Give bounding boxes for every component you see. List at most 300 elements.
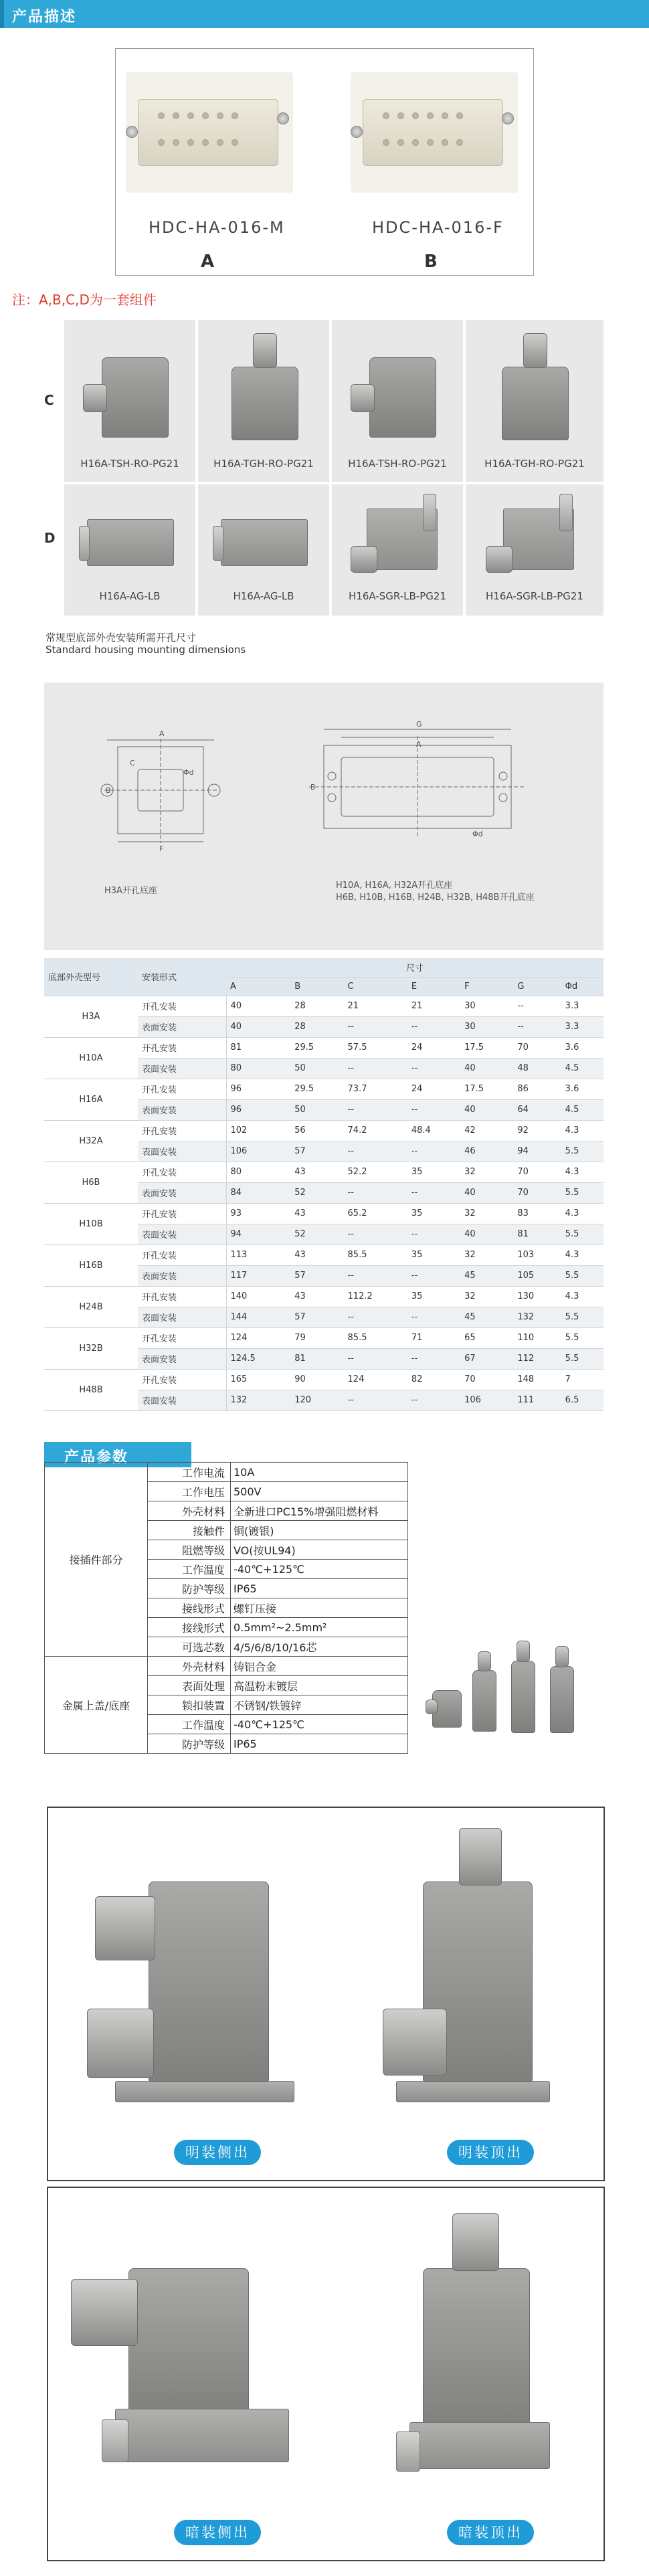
dimension-value-cell: 90 (290, 1369, 343, 1390)
dimension-value-cell: 65.2 (344, 1203, 407, 1224)
dimension-value-cell: 4.3 (561, 1203, 604, 1224)
dimension-value-cell: 45 (460, 1265, 513, 1286)
dimension-value-cell: 43 (290, 1245, 343, 1265)
hood-image (149, 1881, 269, 2082)
dimension-value-cell: 70 (460, 1369, 513, 1390)
dimension-value-cell: 117 (226, 1265, 290, 1286)
dimension-value-cell: 24 (407, 1037, 460, 1058)
dimension-value-cell: 132 (513, 1307, 561, 1327)
mount-type-cell: 表面安装 (138, 1182, 226, 1203)
dimension-value-cell: 84 (226, 1182, 290, 1203)
param-key-cell: 表面处理 (148, 1676, 231, 1695)
dimension-value-cell: 40 (226, 996, 290, 1016)
dimension-value-cell: 92 (513, 1120, 561, 1141)
dimension-value-cell: 130 (513, 1286, 561, 1307)
table-row (44, 1369, 604, 1390)
base-housing-image (115, 2409, 289, 2462)
dimension-value-cell: 48 (513, 1058, 561, 1079)
parameters-table (44, 1462, 408, 1754)
dimension-value-cell: 144 (226, 1307, 290, 1327)
dimension-value-cell: 17.5 (460, 1079, 513, 1099)
lever-image (213, 526, 223, 561)
param-value-cell: 4/5/6/8/10/16芯 (231, 1637, 408, 1657)
param-value-cell: 铸铝合金 (231, 1657, 408, 1676)
dim-label: B (106, 786, 111, 795)
base-housing-image (221, 519, 308, 566)
dimension-value-cell: 83 (513, 1203, 561, 1224)
lever-image (102, 2419, 128, 2462)
dimension-value-cell: 57 (290, 1141, 343, 1162)
param-value-cell: 不锈钢/铁镀锌 (231, 1695, 408, 1715)
param-key-cell: 工作电压 (148, 1482, 231, 1501)
grid-cell-c1 (64, 320, 195, 482)
photo-frame-panel-mount (47, 2187, 605, 2561)
pin-icon (158, 139, 165, 146)
table-row (44, 996, 604, 1016)
mount-type-cell: 表面安装 (138, 1016, 226, 1037)
socket-icon (427, 112, 434, 119)
cable-gland-image (253, 333, 277, 368)
dimension-value-cell: 106 (460, 1390, 513, 1410)
dimension-value-cell: 43 (290, 1286, 343, 1307)
table-row (45, 1463, 408, 1482)
dimension-value-cell: 46 (460, 1141, 513, 1162)
dimension-value-cell: -- (407, 1224, 460, 1245)
dimension-value-cell: 81 (290, 1348, 343, 1369)
mount-type-cell: 开孔安装 (138, 996, 226, 1016)
param-value-cell: 全新进口PC15%增强阻燃材料 (231, 1501, 408, 1521)
cable-gland-image (555, 1646, 569, 1667)
dimension-value-cell: -- (407, 1141, 460, 1162)
dimension-value-cell: 40 (460, 1182, 513, 1203)
dim-label: A (159, 729, 165, 738)
dimension-value-cell: 4.3 (561, 1162, 604, 1182)
mounting-drawing-panel (44, 682, 604, 950)
table-row (44, 1327, 604, 1348)
mount-type-cell: 表面安装 (138, 1224, 226, 1245)
dimension-value-cell: 52 (290, 1182, 343, 1203)
dimension-value-cell: 50 (290, 1058, 343, 1079)
dimension-value-cell: 56 (290, 1120, 343, 1141)
dimensions-table-body (44, 996, 604, 1410)
dim-label: B (310, 783, 316, 792)
mount-type-cell: 表面安装 (138, 1348, 226, 1369)
dimension-value-cell: -- (513, 1016, 561, 1037)
connector-body (363, 99, 503, 166)
dim-label: C (130, 759, 135, 767)
dimension-value-cell: 29.5 (290, 1037, 343, 1058)
table-row (45, 1657, 408, 1676)
grid-cell-d2 (198, 484, 329, 616)
cable-gland-image (351, 546, 377, 573)
pin-icon (217, 112, 223, 119)
product-a-letter: A (201, 252, 215, 272)
dimension-value-cell: 35 (407, 1203, 460, 1224)
product-b-letter: B (424, 252, 438, 272)
param-key-cell: 工作温度 (148, 1560, 231, 1579)
dimension-value-cell: 5.5 (561, 1224, 604, 1245)
section-banner-description (0, 0, 649, 28)
product-a-image (126, 72, 293, 193)
cable-gland-image (478, 1651, 491, 1671)
mount-type-cell: 开孔安装 (138, 1369, 226, 1390)
dimension-value-cell: 70 (513, 1162, 561, 1182)
dimension-value-cell: 30 (460, 1016, 513, 1037)
dimension-value-cell: 124 (226, 1327, 290, 1348)
cable-gland-image (83, 384, 107, 412)
param-group-cell: 接插件部分 (45, 1463, 148, 1657)
dimension-value-cell: 40 (460, 1099, 513, 1120)
connector-body (138, 99, 278, 166)
dimensions-table (44, 958, 604, 1411)
lever-image (423, 494, 436, 531)
dimension-value-cell: 4.3 (561, 1120, 604, 1141)
dimension-value-cell: 3.3 (561, 1016, 604, 1037)
param-value-cell: 500V (231, 1482, 408, 1501)
param-value-cell: 铜(镀银) (231, 1521, 408, 1540)
mount-type-cell: 开孔安装 (138, 1120, 226, 1141)
dimension-value-cell: 32 (460, 1203, 513, 1224)
grid-cell-d1 (64, 484, 195, 616)
dimension-value-cell: 5.5 (561, 1307, 604, 1327)
dimension-value-cell: 94 (226, 1224, 290, 1245)
dimension-value-cell: 112.2 (344, 1286, 407, 1307)
dim-label: A (416, 740, 422, 749)
dimension-value-cell: -- (407, 1265, 460, 1286)
dimension-value-cell: 148 (513, 1369, 561, 1390)
col-header-c: C (344, 977, 407, 996)
housing-model-cell: H16B (44, 1245, 138, 1286)
h-series-caption-1: H10A, H16A, H32A开孔底座 (336, 881, 453, 891)
socket-icon (412, 139, 419, 146)
dimension-value-cell: 3.3 (561, 996, 604, 1016)
socket-icon (442, 112, 448, 119)
table-row (44, 1037, 604, 1058)
base-plate-image (115, 2081, 294, 2102)
col-header-a: A (226, 977, 290, 996)
dimension-value-cell: 73.7 (344, 1079, 407, 1099)
pin-icon (173, 139, 179, 146)
dimension-value-cell: 5.5 (561, 1182, 604, 1203)
h-series-hole (499, 794, 507, 802)
grid-cell-c2 (198, 320, 329, 482)
screw-icon (277, 112, 289, 124)
housing-model-cell: H6B (44, 1162, 138, 1203)
item-code: H16A-TGH-RO-PG21 (213, 458, 314, 470)
dimension-value-cell: 52 (290, 1224, 343, 1245)
dimension-value-cell: 57 (290, 1265, 343, 1286)
cable-gland-image (426, 1699, 438, 1714)
pin-icon (158, 112, 165, 119)
param-value-cell: IP65 (231, 1734, 408, 1754)
housing-model-cell: H24B (44, 1286, 138, 1327)
dimension-value-cell: -- (344, 1348, 407, 1369)
row-d-letter: D (44, 530, 56, 546)
dimension-value-cell: 17.5 (460, 1037, 513, 1058)
item-code: H16A-SGR-LB-PG21 (349, 590, 446, 602)
hood-image (472, 1670, 496, 1732)
dimension-value-cell: 132 (226, 1390, 290, 1410)
param-value-cell: VO(按UL94) (231, 1540, 408, 1560)
hood-image (369, 357, 436, 438)
cable-gland-image (517, 1641, 530, 1662)
dimension-value-cell: 50 (290, 1099, 343, 1120)
dimension-value-cell: 80 (226, 1058, 290, 1079)
mount-type-cell: 表面安装 (138, 1099, 226, 1120)
param-value-cell: 高温粉末镀层 (231, 1676, 408, 1695)
mount-type-cell: 表面安装 (138, 1141, 226, 1162)
dimension-value-cell: 81 (513, 1224, 561, 1245)
dimension-value-cell: 35 (407, 1286, 460, 1307)
param-key-cell: 防护等级 (148, 1579, 231, 1598)
item-code: H16A-AG-LB (233, 590, 294, 602)
dimension-value-cell: 48.4 (407, 1120, 460, 1141)
dimension-value-cell: 74.2 (344, 1120, 407, 1141)
dimension-value-cell: 40 (460, 1058, 513, 1079)
product-b-code: HDC-HA-016-F (372, 218, 504, 237)
param-group-cell: 金属上盖/底座 (45, 1657, 148, 1754)
dimension-value-cell: -- (344, 1265, 407, 1286)
col-header-e: E (407, 977, 460, 996)
banner-accent (0, 0, 4, 28)
socket-icon (412, 112, 419, 119)
param-value-cell: 10A (231, 1463, 408, 1482)
mount-type-cell: 开孔安装 (138, 1327, 226, 1348)
housing-model-cell: H32A (44, 1120, 138, 1162)
cable-gland-image (351, 384, 375, 412)
mount-type-cell: 开孔安装 (138, 1079, 226, 1099)
lever-image (559, 494, 573, 531)
table-row (44, 1162, 604, 1182)
col-header-size: 尺寸 (226, 958, 604, 977)
dimension-value-cell: -- (344, 1390, 407, 1410)
dimension-value-cell: 4.5 (561, 1058, 604, 1079)
dimension-value-cell: -- (344, 1058, 407, 1079)
dimension-value-cell: -- (407, 1182, 460, 1203)
param-key-cell: 工作温度 (148, 1715, 231, 1734)
mount-type-cell: 开孔安装 (138, 1245, 226, 1265)
dimension-value-cell: -- (407, 1099, 460, 1120)
dimension-value-cell: 28 (290, 1016, 343, 1037)
base-plate-image (396, 2081, 550, 2102)
housing-model-cell: H10A (44, 1037, 138, 1079)
dimension-value-cell: 43 (290, 1203, 343, 1224)
grid-cell-d4 (466, 484, 604, 616)
dimension-value-cell: -- (407, 1348, 460, 1369)
dimension-value-cell: -- (407, 1307, 460, 1327)
hood-image (102, 357, 169, 438)
dimension-value-cell: 120 (290, 1390, 343, 1410)
lever-image (396, 2431, 420, 2472)
socket-icon (456, 139, 463, 146)
h-series-hole (328, 772, 336, 780)
dimension-value-cell: 81 (226, 1037, 290, 1058)
dimension-value-cell: 65 (460, 1327, 513, 1348)
col-header-phid: Φd (561, 977, 604, 996)
h-series-caption-2: H6B, H10B, H16B, H24B, H32B, H48B开孔底座 (336, 893, 535, 903)
socket-icon (427, 139, 434, 146)
dimension-value-cell: 57.5 (344, 1037, 407, 1058)
param-value-cell: -40℃+125℃ (231, 1715, 408, 1734)
dimension-value-cell: 102 (226, 1120, 290, 1141)
dimension-value-cell: 67 (460, 1348, 513, 1369)
screw-icon (126, 126, 138, 138)
label-surface-side: 明装侧出 (174, 2140, 261, 2165)
dimension-value-cell: 57 (290, 1307, 343, 1327)
dimension-value-cell: 70 (513, 1037, 561, 1058)
dimension-value-cell: -- (407, 1016, 460, 1037)
param-key-cell: 锁扣装置 (148, 1695, 231, 1715)
param-key-cell: 防护等级 (148, 1734, 231, 1754)
base-housing-image (87, 519, 174, 566)
item-code: H16A-AG-LB (99, 590, 161, 602)
dimension-value-cell: 165 (226, 1369, 290, 1390)
hood-image (550, 1666, 574, 1733)
lever-image (79, 526, 90, 561)
hood-image (231, 367, 298, 440)
dimension-value-cell: 113 (226, 1245, 290, 1265)
mounting-title-cn: 常规型底部外壳安装所需开孔尺寸 (45, 632, 197, 644)
cable-gland-image (523, 333, 547, 368)
param-key-cell: 接线形式 (148, 1598, 231, 1618)
item-code: H16A-TSH-RO-PG21 (348, 458, 447, 470)
dim-label: G (416, 720, 422, 729)
dimension-value-cell: -- (407, 1390, 460, 1410)
dimension-value-cell: 85.5 (344, 1327, 407, 1348)
param-key-cell: 接线形式 (148, 1618, 231, 1637)
dimension-value-cell: 7 (561, 1369, 604, 1390)
dim-label: Φd (472, 830, 483, 838)
dimension-value-cell: 94 (513, 1141, 561, 1162)
dimension-value-cell: 86 (513, 1079, 561, 1099)
table-row (44, 1203, 604, 1224)
label-panel-top: 暗装顶出 (447, 2520, 534, 2545)
dimension-value-cell: 42 (460, 1120, 513, 1141)
hood-image (423, 2268, 530, 2429)
hood-image (128, 2268, 249, 2415)
pin-icon (202, 139, 209, 146)
h-series-hole (499, 772, 507, 780)
dimension-value-cell: 5.5 (561, 1348, 604, 1369)
dimension-value-cell: 45 (460, 1307, 513, 1327)
param-key-cell: 阻燃等级 (148, 1540, 231, 1560)
dimension-value-cell: -- (407, 1058, 460, 1079)
dim-label: F (159, 844, 164, 853)
dimension-value-cell: 4.3 (561, 1286, 604, 1307)
pin-icon (217, 139, 223, 146)
mounting-drawing (44, 682, 604, 950)
socket-icon (383, 112, 389, 119)
dimension-value-cell: 4.5 (561, 1099, 604, 1120)
h-series-hole (328, 794, 336, 802)
dimension-value-cell: 21 (407, 996, 460, 1016)
param-value-cell: IP65 (231, 1579, 408, 1598)
dimension-value-cell: 5.5 (561, 1265, 604, 1286)
dimension-value-cell: 40 (226, 1016, 290, 1037)
pin-icon (187, 112, 194, 119)
dimension-value-cell: 96 (226, 1099, 290, 1120)
param-key-cell: 接触件 (148, 1521, 231, 1540)
dimension-value-cell: 29.5 (290, 1079, 343, 1099)
section-title: 产品参数 (64, 1449, 129, 1466)
pin-icon (231, 139, 238, 146)
screw-icon (502, 112, 514, 124)
col-header-mount: 安装形式 (138, 958, 226, 996)
housing-model-cell: H10B (44, 1203, 138, 1245)
col-header-g: G (513, 977, 561, 996)
dimension-value-cell: -- (513, 996, 561, 1016)
col-header-model: 底部外壳型号 (44, 958, 138, 996)
dimension-value-cell: 3.6 (561, 1037, 604, 1058)
cable-gland-image (87, 2009, 154, 2078)
dimension-value-cell: 70 (513, 1182, 561, 1203)
row-c-letter: C (44, 392, 54, 408)
dimension-value-cell: 111 (513, 1390, 561, 1410)
dimension-value-cell: 80 (226, 1162, 290, 1182)
param-key-cell: 外壳材料 (148, 1657, 231, 1676)
dimension-value-cell: 52.2 (344, 1162, 407, 1182)
dimension-value-cell: 71 (407, 1327, 460, 1348)
cable-gland-image (383, 2009, 447, 2076)
col-header-b: B (290, 977, 343, 996)
dimension-value-cell: 35 (407, 1245, 460, 1265)
dim-label: Φd (183, 768, 194, 777)
socket-icon (442, 139, 448, 146)
dimension-value-cell: 24 (407, 1079, 460, 1099)
mount-type-cell: 表面安装 (138, 1307, 226, 1327)
mount-type-cell: 开孔安装 (138, 1203, 226, 1224)
param-key-cell: 外壳材料 (148, 1501, 231, 1521)
pin-icon (202, 112, 209, 119)
dimension-value-cell: 35 (407, 1162, 460, 1182)
dimension-value-cell: 43 (290, 1162, 343, 1182)
table-row (44, 1245, 604, 1265)
h3a-caption: H3A开孔底座 (104, 886, 157, 896)
dimension-value-cell: 96 (226, 1079, 290, 1099)
dimension-value-cell: 5.5 (561, 1141, 604, 1162)
mount-type-cell: 表面安装 (138, 1058, 226, 1079)
hood-image (511, 1661, 535, 1733)
mount-type-cell: 表面安装 (138, 1390, 226, 1410)
dimension-value-cell: 32 (460, 1245, 513, 1265)
label-panel-side: 暗装侧出 (174, 2520, 261, 2545)
cable-gland-image (71, 2279, 138, 2346)
grid-cell-d3 (332, 484, 463, 616)
parameters-table-body (45, 1463, 408, 1754)
socket-icon (383, 139, 389, 146)
dimension-value-cell: 140 (226, 1286, 290, 1307)
dimension-value-cell: 30 (460, 996, 513, 1016)
dimension-value-cell: 106 (226, 1141, 290, 1162)
dimension-value-cell: 110 (513, 1327, 561, 1348)
dimension-value-cell: 64 (513, 1099, 561, 1120)
grid-cell-c3 (332, 320, 463, 482)
table-row (44, 1079, 604, 1099)
mount-type-cell: 开孔安装 (138, 1162, 226, 1182)
housing-model-cell: H48B (44, 1369, 138, 1410)
product-b-image (351, 72, 518, 193)
grid-cell-c4 (466, 320, 604, 482)
pin-icon (231, 112, 238, 119)
dimension-value-cell: 82 (407, 1369, 460, 1390)
pin-icon (173, 112, 179, 119)
hood-image (502, 367, 569, 440)
dimension-value-cell: 112 (513, 1348, 561, 1369)
param-value-cell: 0.5mm²~2.5mm² (231, 1618, 408, 1637)
assembly-note: 注：A,B,C,D为一套组件 (12, 292, 157, 308)
housing-model-cell: H3A (44, 996, 138, 1037)
dimension-value-cell: -- (344, 1182, 407, 1203)
